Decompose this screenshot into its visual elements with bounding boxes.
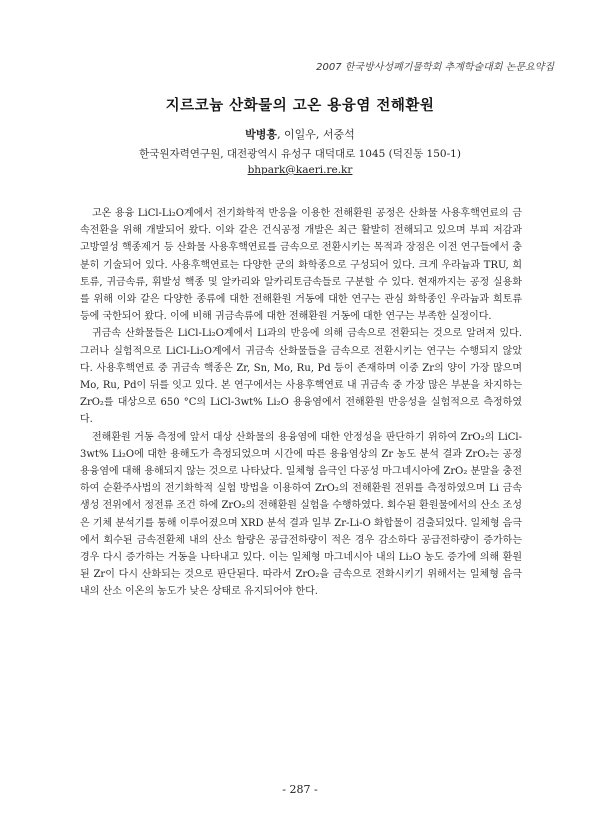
paragraph-2: 귀금속 산화물들은 LiCl-Li₂O계에서 Li과의 반응에 의해 금속으로 전환되는 것으로 알려져 있다. 그러나 실험적으로 LiCl-Li₂O계에서 귀금속 산화물들을 금속으로 전환시키는 연구는 수행되지 않았다. 사용후핵연료 중 귀금속 핵종은 Zr, Sn, Mo, Ru, Pd 등이 존재하며 이중 Zr의 양이 가장 많으며 Mo, Ru, Pd이 뒤를 잇고 있다. 본 연구에서는 사용후핵연료 내 귀금속 중 가장 많은 부분을 차지하는 ZrO₂를 대상으로 650 °C의 LiCl-3wt% Li₂O 용융염에서 전해환원 반응성을 실험적으로 측정하였다. bbox=[80, 328, 522, 426]
co-authors: , 이일우, 서중석 bbox=[277, 128, 355, 141]
paper-title: 지르코늄 산화물의 고온 용융염 전해환원 bbox=[165, 97, 435, 114]
paragraph-1: 고온 용융 LiCl-Li₂O계에서 전기화학적 반응을 이용한 전해환원 공정은 산화물 사용후핵연료의 금속전환을 위해 개발되어 왔다. 이와 같은 건식공정 개발은 최근 활발히 전해되고 있으며 부피 저감과 고방열성 핵종제거 등 산화물 사용후핵연료를 금속으로 전환시키는 목적과 장점은 이전 연구들에서 충분히 기술되어 있다. 사용후핵연료는 다양한 군의 화학종으로 구성되어 있다. 크게 우라늄과 TRU, 희토류, 귀금속류, 휘발성 핵종 및 알카리와 알카리토금속들로 구분할 수 있다. 현재까지는 공정 실용화를 위해 이와 같은 다양한 종류에 대한 전해환원 거동에 대한 연구는 관심 화학종인 우라늄과 희토류 등에 국한되어 왔다. 이에 비해 귀금속류에 대한 전해환원 거동에 대한 연구는 부족한 실정이다. bbox=[80, 208, 522, 323]
page-number: - 287 - bbox=[282, 783, 318, 796]
contact-email[interactable]: bhpark@kaeri.re.kr bbox=[247, 164, 353, 176]
affiliation: 한국원자력연구원, 대전광역시 유성구 대덕대로 1045 (덕진동 150-1) bbox=[139, 148, 461, 160]
lead-author: 박병흥 bbox=[245, 128, 278, 141]
paragraph-3: 전해환원 거동 측정에 앞서 대상 산화물의 용융염에 대한 안정성을 판단하기 위하여 ZrO₂의 LiCl-3wt% Li₂O에 대한 용해도가 측정되었으며 시간에 따른 용융염상의 Zr 농도 분석 결과 ZrO₂는 공정 용융염에 대해 용해되지 않는 것으로 나타났다. 일체형 음극인 다공성 마그네시아에 ZrO₂ 분말을 충전하여 순환주사법의 전기화학적 실험 방법을 이용하여 ZrO₂의 전해환원 전위를 측정하였으며 Li 금속 생성 전위에서 정전류 조건 하에 ZrO₂의 전해환원 실험을 수행하였다. 회수된 환원물에서의 산소 조성은 기체 분석기를 통해 이루어졌으며 XRD 분석 결과 일부 Zr-Li-O 화합물이 검출되었다. 일체형 음극에서 회수된 금속전환체 내의 산소 함량은 공급전하량이 적은 경우 감소하다 공급전하량이 증가하는 경우 다시 증가하는 거동을 나타내고 있다. 이는 일체형 마그네시아 내의 Li₂O 농도 증가에 의해 환원된 Zr이 다시 산화되는 것으로 판단된다. 따라서 ZrO₂을 금속으로 전화시키기 위해서는 일체형 음극 내의 산소 이온의 농도가 낮은 상태로 유지되어야 한다. bbox=[80, 431, 522, 598]
proceedings-header: 2007 한국방사성폐기물학회 추계학술대회 논문요약집 bbox=[316, 62, 554, 73]
author-line bbox=[0, 126, 600, 142]
abstract-body bbox=[80, 205, 522, 601]
